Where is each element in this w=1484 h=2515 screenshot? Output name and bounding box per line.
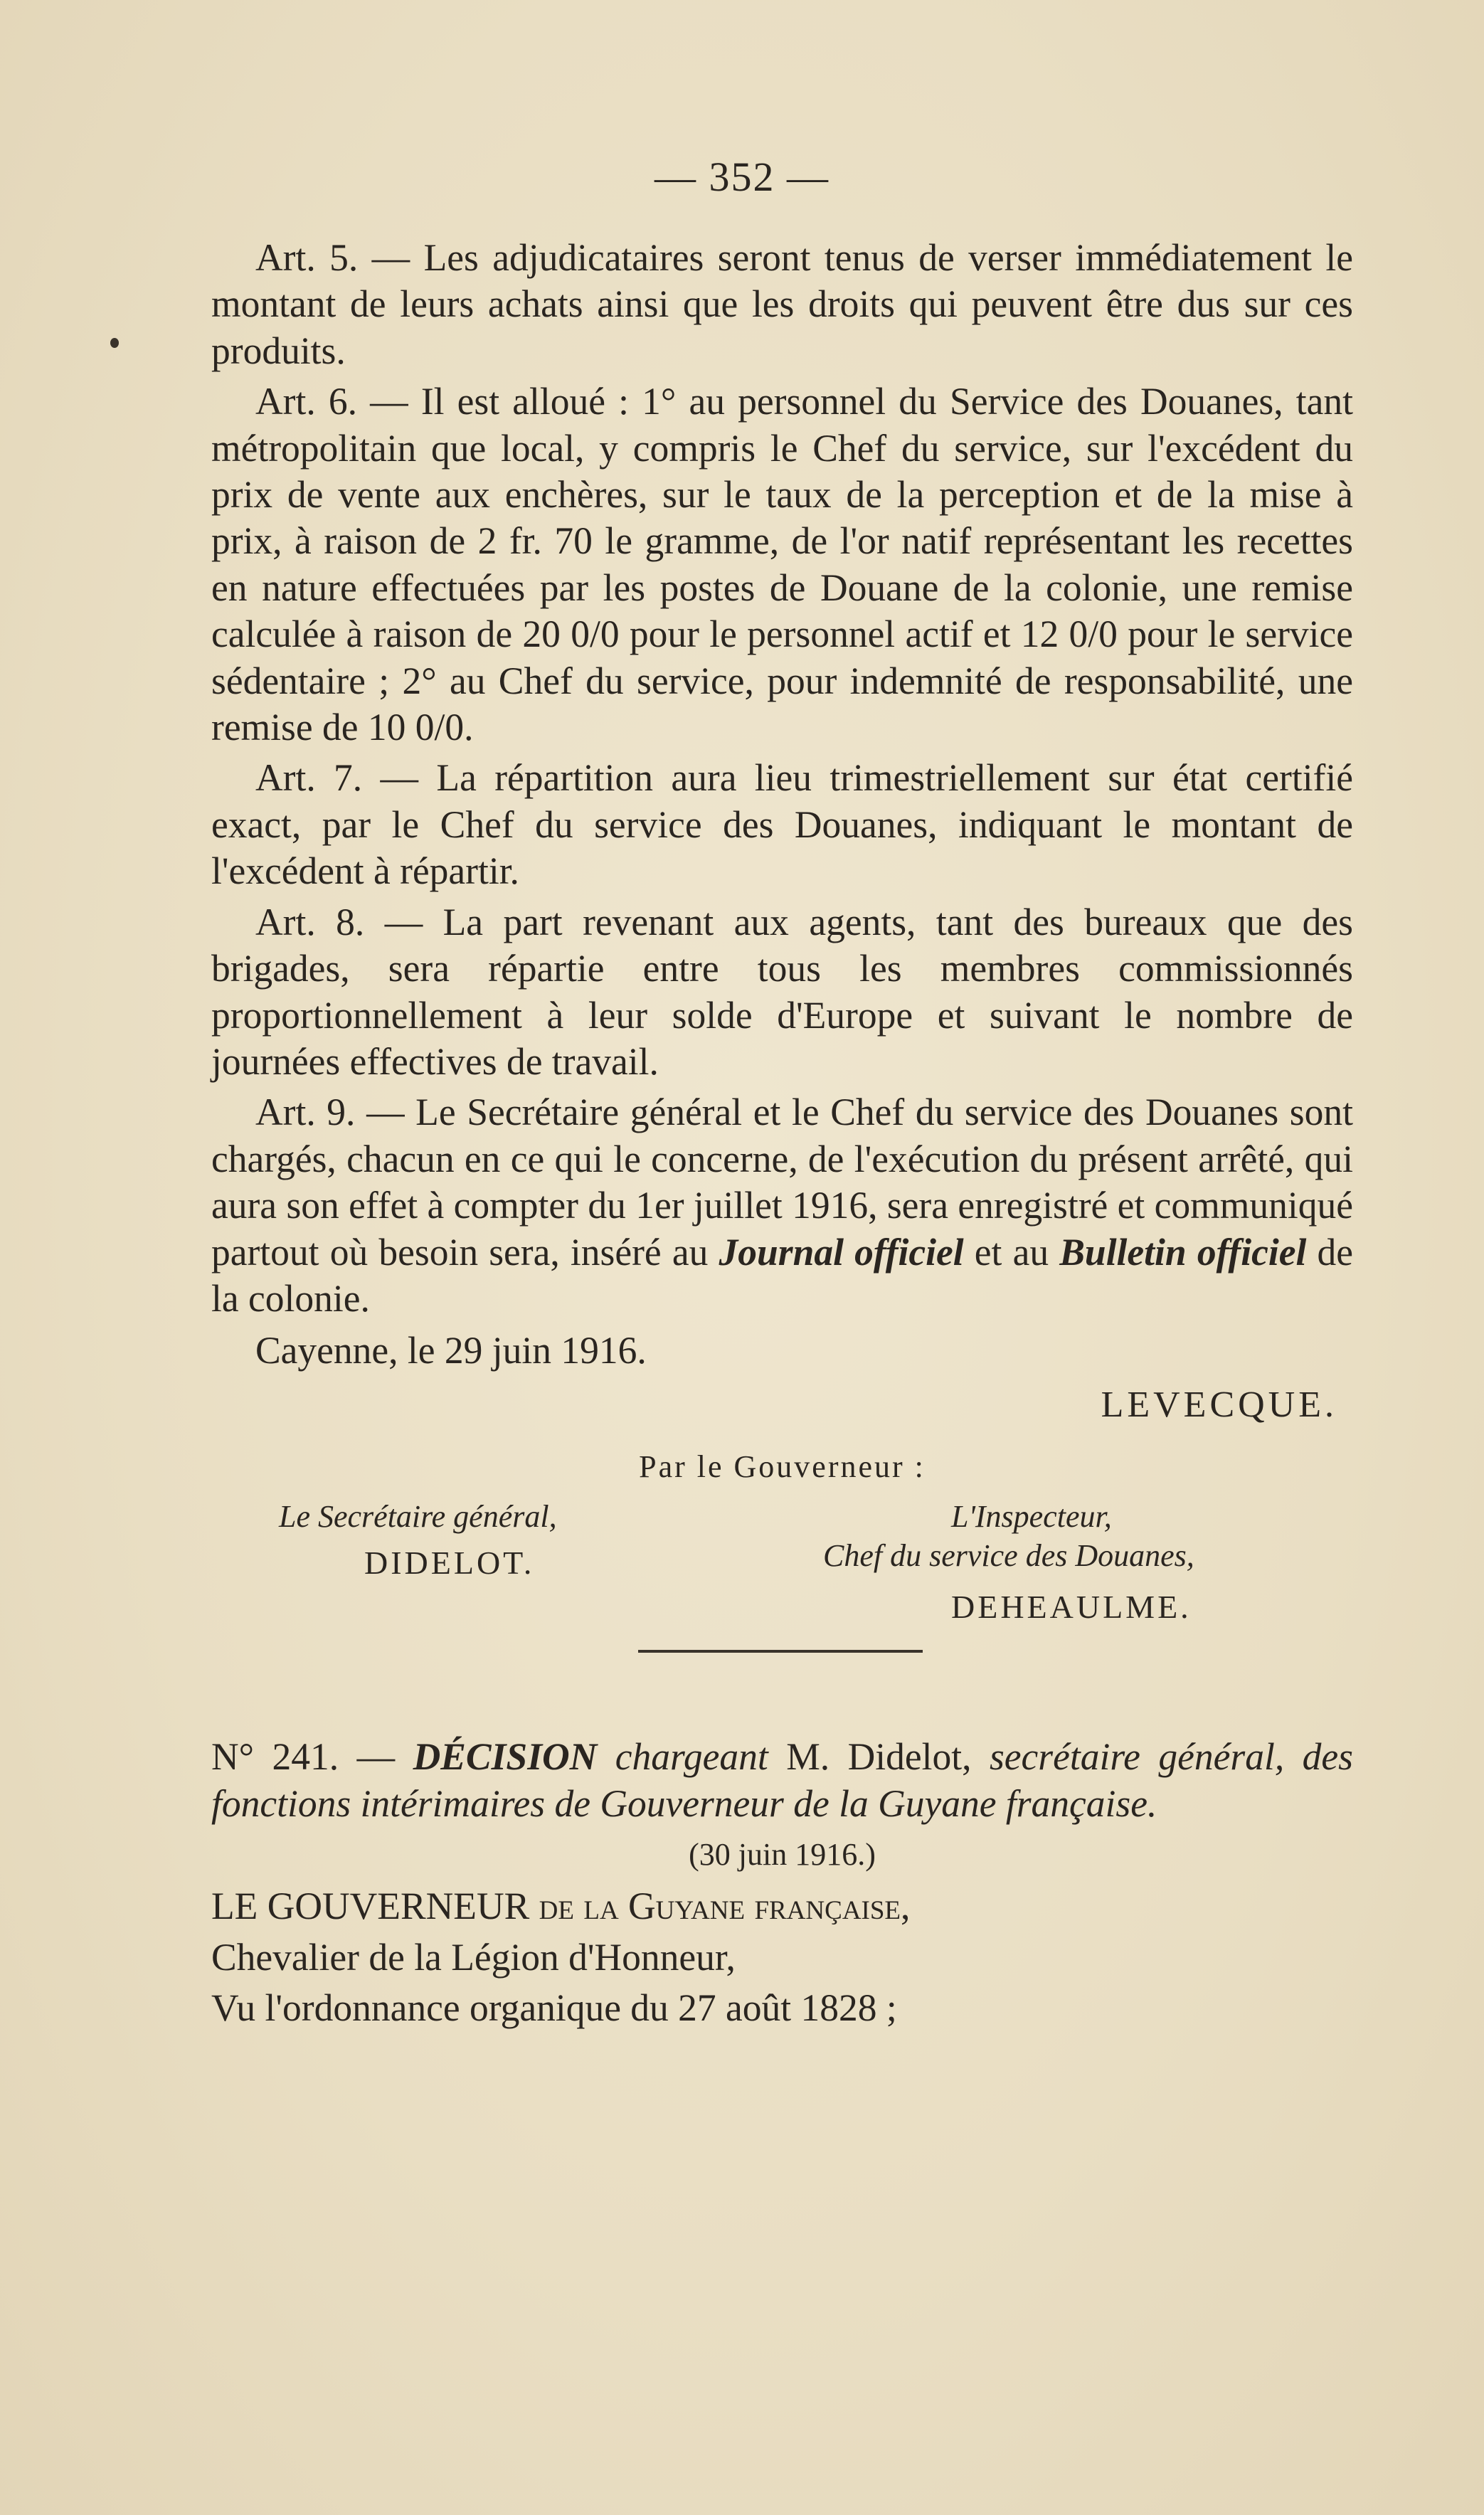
decision-keyword: DÉCISION — [413, 1735, 598, 1779]
article-number: Art. 9. — [255, 1091, 356, 1134]
preamble-line-3: Vu l'ordonnance organique du 27 août 1828 ; — [211, 1986, 897, 2030]
date-and-place: Cayenne, le 29 juin 1916. — [255, 1329, 647, 1372]
decision-date: (30 juin 1916.) — [689, 1836, 876, 1872]
article-5 — [211, 235, 1353, 374]
countersignatures — [211, 1444, 1353, 1721]
inspector-subtitle: Chef du service des Douanes, — [823, 1538, 1194, 1574]
decision-description: secrétaire général, des fonctions intérimaires de Gouverneur de la Guyane française. — [211, 1735, 1353, 1825]
inspector-name: DEHEAULME. — [951, 1589, 1192, 1626]
decision-number: N° 241. — [211, 1735, 339, 1779]
article-text-conjunction: et au — [974, 1230, 1049, 1274]
decision-heading — [211, 1734, 1353, 1827]
article-number: Art. 6. — [255, 380, 357, 423]
governor-signature: LEVECQUE. — [1101, 1384, 1337, 1425]
article-6 — [211, 378, 1353, 751]
decision-dash: — — [356, 1735, 396, 1779]
body-text — [211, 235, 1353, 2032]
preamble-line-1: LE GOUVERNEUR de la Guyane française, — [211, 1885, 911, 1928]
page-number: — 352 — — [654, 154, 830, 200]
article-text-end: de la colonie. — [211, 1230, 1353, 1320]
article-8 — [211, 899, 1353, 1086]
article-7 — [211, 755, 1353, 894]
article-number: Art. 7. — [255, 756, 363, 800]
inspector-title: L'Inspecteur, — [951, 1499, 1112, 1535]
article-number: Art. 8. — [255, 900, 365, 943]
preamble-line-2: Chevalier de la Légion d'Honneur, — [211, 1935, 736, 1979]
decision-charging: chargeant — [615, 1735, 768, 1779]
bulletin-officiel-title: Bulletin officiel — [1059, 1230, 1307, 1274]
article-9 — [211, 1089, 1353, 1322]
article-text: — Il est alloué : 1° au personnel du Service des Douanes, tant métropolitain que local, y compris le Chef du service, sur l'excédent du prix de vente aux enchères, sur le taux de la perception et de la mise à prix, à raison de 2 fr. 70 le gramme, de l'or natif représentant les recettes en nature effectuées par les postes de Douane de la colonie, une remise calculée à raison de 20 0/0 pour le personnel actif et 12 0/0 pour le service sédentaire ; 2° au Chef du service, pour indemnité de responsabilité, une remise de 10 0/0. — [211, 380, 1353, 749]
article-text: — Les adjudicataires seront tenus de verser immédiatement le montant de leurs achats ainsi que les droits qui peuvent être dus sur ces produits. — [211, 236, 1354, 372]
secretary-title: Le Secrétaire général, — [279, 1499, 557, 1535]
article-number: Art. 5. — [255, 236, 359, 279]
journal-officiel-title: Journal officiel — [719, 1230, 964, 1274]
article-text: — La part revenant aux agents, tant des bureaux que des brigades, sera répartie entre tous les membres commissionnés proportionnellement à leur solde d'Europe et suivant le nombre de journées effectives de travail. — [211, 900, 1353, 1083]
decision-person: M. Didelot, — [786, 1735, 972, 1779]
par-le-gouverneur: Par le Gouverneur : — [639, 1449, 926, 1485]
ink-spot — [110, 338, 119, 348]
section-divider — [638, 1650, 923, 1653]
article-text: — La répartition aura lieu trimestriellement sur état certifié exact, par le Chef du service des Douanes, indiquant le montant de l'excédent à répartir. — [211, 756, 1353, 893]
article-text: — Le Secrétaire général et le Chef du service des Douanes sont chargés, chacun en ce qui le concerne, de l'exécution du présent arrêté, qui aura son effet à compter du 1er juillet 1916, sera enregistré et communiqué partout où besoin sera, inséré au — [211, 1091, 1353, 1274]
secretary-name: DIDELOT. — [364, 1545, 535, 1582]
